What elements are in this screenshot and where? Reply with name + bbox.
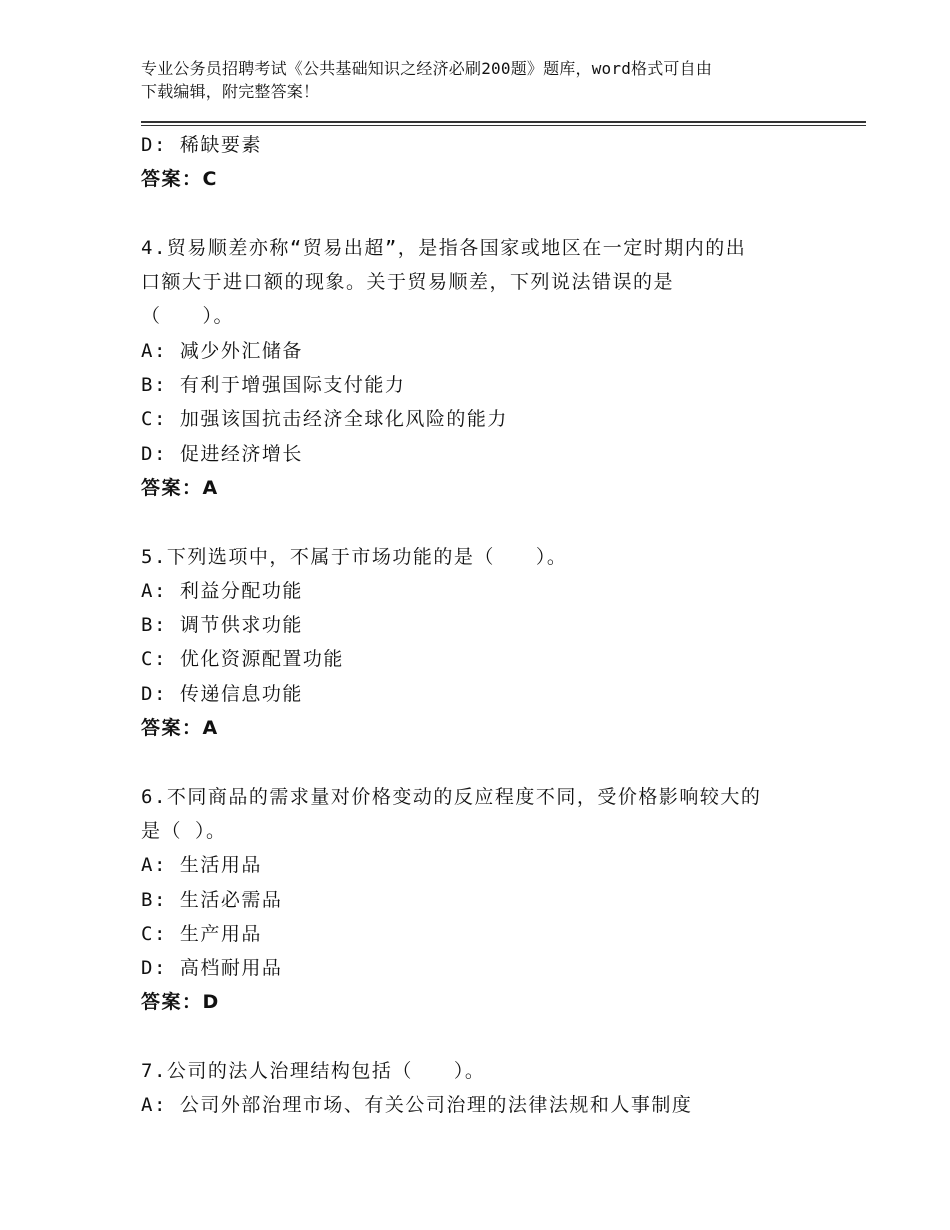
header-line-1: 专业公务员招聘考试《公共基础知识之经济必刷200题》题库，word格式可自由 bbox=[141, 59, 713, 78]
q5-stem-line-1: 5.下列选项中，不属于市场功能的是（ ）。 bbox=[141, 545, 568, 568]
header-rule-thick bbox=[141, 121, 866, 123]
header-line-2: 下载编辑，附完整答案！ bbox=[141, 82, 320, 101]
q6-option-b: B: 生活必需品 bbox=[141, 888, 283, 911]
q4-option-b: B: 有利于增强国际支付能力 bbox=[141, 374, 406, 397]
q6-answer: 答案：D bbox=[141, 991, 220, 1014]
question-content bbox=[141, 128, 841, 1123]
q5-option-c: C: 优化资源配置功能 bbox=[141, 648, 344, 671]
q5-answer: 答案：A bbox=[141, 717, 219, 740]
q3-option-d: D: 稀缺要素 bbox=[141, 134, 262, 156]
q5-option-a: A: 利益分配功能 bbox=[141, 579, 303, 602]
q7-option-a: A: 公司外部治理市场、有关公司治理的法律法规和人事制度 bbox=[141, 1094, 693, 1117]
header-rule-thin bbox=[141, 125, 866, 126]
spacer bbox=[141, 505, 841, 539]
q5-option-b: B: 调节供求功能 bbox=[141, 614, 303, 637]
q6-option-d: D: 高档耐用品 bbox=[141, 957, 283, 980]
spacer bbox=[141, 1020, 841, 1054]
spacer bbox=[141, 745, 841, 779]
q6-stem-line-2: 是（ ）。 bbox=[141, 819, 227, 842]
question-6 bbox=[141, 780, 841, 1020]
spacer bbox=[141, 197, 841, 231]
q4-stem-line-1: 4.贸易顺差亦称“贸易出超”，是指各国家或地区在一定时期内的出 bbox=[141, 236, 747, 259]
question-7 bbox=[141, 1054, 841, 1123]
q6-option-c: C: 生产用品 bbox=[141, 922, 262, 945]
document-header bbox=[141, 57, 841, 103]
q4-option-d: D: 促进经济增长 bbox=[141, 442, 303, 465]
q6-stem-line-1: 6.不同商品的需求量对价格变动的反应程度不同，受价格影响较大的 bbox=[141, 785, 762, 808]
question-5 bbox=[141, 540, 841, 746]
q4-stem-line-3: （ ）。 bbox=[141, 305, 235, 328]
q4-stem-line-2: 口额大于进口额的现象。关于贸易顺差，下列说法错误的是 bbox=[141, 271, 675, 294]
q4-option-a: A: 减少外汇储备 bbox=[141, 339, 303, 362]
question-4 bbox=[141, 231, 841, 505]
q6-option-a: A: 生活用品 bbox=[141, 854, 262, 877]
q5-option-d: D: 传递信息功能 bbox=[141, 682, 303, 705]
q4-option-c: C: 加强该国抗击经济全球化风险的能力 bbox=[141, 408, 508, 431]
q7-stem-line-1: 7.公司的法人治理结构包括（ ）。 bbox=[141, 1060, 486, 1083]
q4-answer: 答案：A bbox=[141, 476, 219, 499]
q3-answer: 答案：C bbox=[141, 168, 218, 191]
